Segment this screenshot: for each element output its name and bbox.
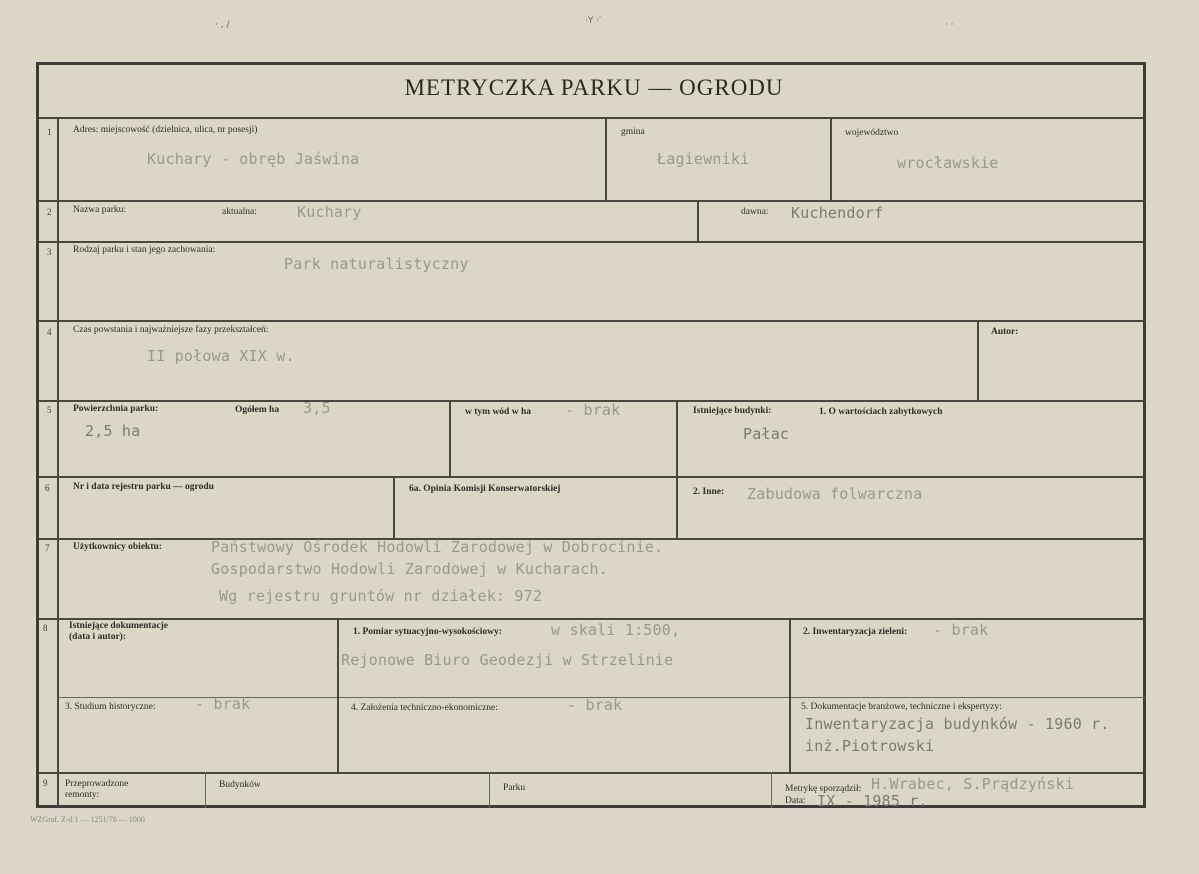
- existing-buildings-label: Istniejące budynki:: [693, 406, 772, 416]
- address-label: Adres: miejscowość (dzielnica, ulica, nr posesji): [73, 125, 258, 135]
- register-label: Nr i data rejestru parku — ogrodu: [73, 482, 214, 492]
- survey-label: 1. Pomiar sytuacyjno-wysokościowy:: [353, 627, 502, 637]
- other-buildings-label: 2. Inne:: [693, 487, 725, 497]
- row-number-1: 1: [47, 127, 52, 137]
- row-number-3: 3: [47, 247, 52, 257]
- water-area-value: - brak: [565, 401, 621, 419]
- users-line-3: Wg rejestru gruntów nr działek: 972: [219, 587, 543, 605]
- greenery-inventory-label: 2. Inwentaryzacja zieleni:: [803, 627, 908, 637]
- current-name-label: aktualna:: [222, 207, 257, 217]
- top-mark-left: · , /: [215, 20, 230, 30]
- history-label: Czas powstania i najważniejsze fazy przekształceń:: [73, 325, 269, 335]
- park-area-label: Powierzchnia parku:: [73, 404, 159, 414]
- park-name-label: Nazwa parku:: [73, 205, 127, 215]
- row-number-6: 6: [45, 483, 50, 493]
- voivodeship-label: województwo: [845, 128, 899, 138]
- repairs-label-line-1: Przeprowadzone: [65, 779, 129, 789]
- top-mark-center: ·Y ·′: [585, 16, 602, 26]
- date-label: Data:: [785, 796, 806, 806]
- users-line-1: Państwowy Ośrodek Hodowli Zarodowej w Dobrocinie.: [211, 538, 664, 556]
- row-number-2: 2: [47, 207, 52, 217]
- docs-label-line-1: Istniejące dokumentacje: [69, 621, 168, 631]
- repairs-label-line-2: remonty:: [65, 790, 100, 800]
- water-area-label: w tym wód w ha: [465, 407, 531, 417]
- historic-study-value: - brak: [195, 695, 251, 713]
- top-mark-right: · ·: [945, 20, 954, 30]
- users-label: Użytkownicy obiektu:: [73, 542, 162, 552]
- history-value: II połowa XIX w.: [147, 347, 295, 365]
- address-value: Kuchary - obręb Jaświna: [147, 150, 360, 168]
- repairs-park-label: Parku: [503, 783, 526, 793]
- form-title: METRYCZKA PARKU — OGRODU: [404, 75, 784, 100]
- users-line-2: Gospodarstwo Hodowli Zarodowej w Kucharach.: [211, 560, 608, 578]
- gmina-value: Łagiewniki: [657, 150, 750, 168]
- branch-docs-value-2: inż.Piotrowski: [805, 737, 935, 755]
- author-label: Autor:: [991, 327, 1019, 337]
- branch-docs-value-1: Inwentaryzacja budynków - 1960 r.: [805, 715, 1110, 733]
- monument-buildings-value: Pałac: [743, 425, 790, 443]
- total-area-value: 3,5: [303, 399, 331, 417]
- row-number-7: 7: [45, 543, 50, 553]
- technical-assumptions-label: 4. Założenia techniczno-ekonomiczne:: [351, 703, 498, 713]
- historic-study-label: 3. Studium historyczne:: [65, 702, 156, 712]
- current-name-value: Kuchary: [297, 203, 362, 221]
- technical-assumptions-value: - brak: [567, 696, 623, 714]
- area-value: 2,5 ha: [85, 422, 141, 440]
- date-value: IX - 1985 r.: [817, 792, 928, 810]
- greenery-inventory-value: - brak: [933, 621, 989, 639]
- prepared-by-value: H.Wrabec, S.Prądzyński: [871, 775, 1075, 793]
- branch-docs-label: 5. Dokumentacje branżowe, techniczne i ekspertyzy:: [801, 702, 1002, 712]
- row-number-9: 9: [43, 778, 48, 788]
- park-type-label: Rodzaj parku i stan jego zachowania:: [73, 245, 216, 255]
- monument-buildings-label: 1. O wartościach zabytkowych: [819, 407, 943, 417]
- gmina-label: gmina: [621, 127, 645, 137]
- prepared-by-label: Metrykę sporządził:: [785, 784, 862, 794]
- voivodeship-value: wrocławskie: [897, 154, 999, 172]
- park-record-form: [36, 62, 1146, 808]
- other-buildings-value: Zabudowa folwarczna: [747, 485, 923, 503]
- row-number-5: 5: [47, 405, 52, 415]
- docs-label-line-2: (data i autor):: [69, 632, 126, 642]
- total-area-label: Ogółem ha: [235, 405, 280, 415]
- former-name-label: dawna:: [741, 207, 769, 217]
- row-number-4: 4: [47, 327, 52, 337]
- survey-value-1: w skali 1:500,: [551, 621, 681, 639]
- row-number-8: 8: [43, 623, 48, 633]
- survey-value-2: Rejonowe Biuro Geodezji w Strzelinie: [341, 651, 674, 669]
- repairs-buildings-label: Budynków: [219, 780, 261, 790]
- park-type-value: Park naturalistyczny: [284, 255, 469, 273]
- print-footer: WZGraf. Z-d 1 — 1251/78 — 1000: [30, 815, 145, 824]
- former-name-value: Kuchendorf: [791, 204, 884, 222]
- conservation-opinion-label: 6a. Opinia Komisji Konserwatorskiej: [409, 484, 561, 494]
